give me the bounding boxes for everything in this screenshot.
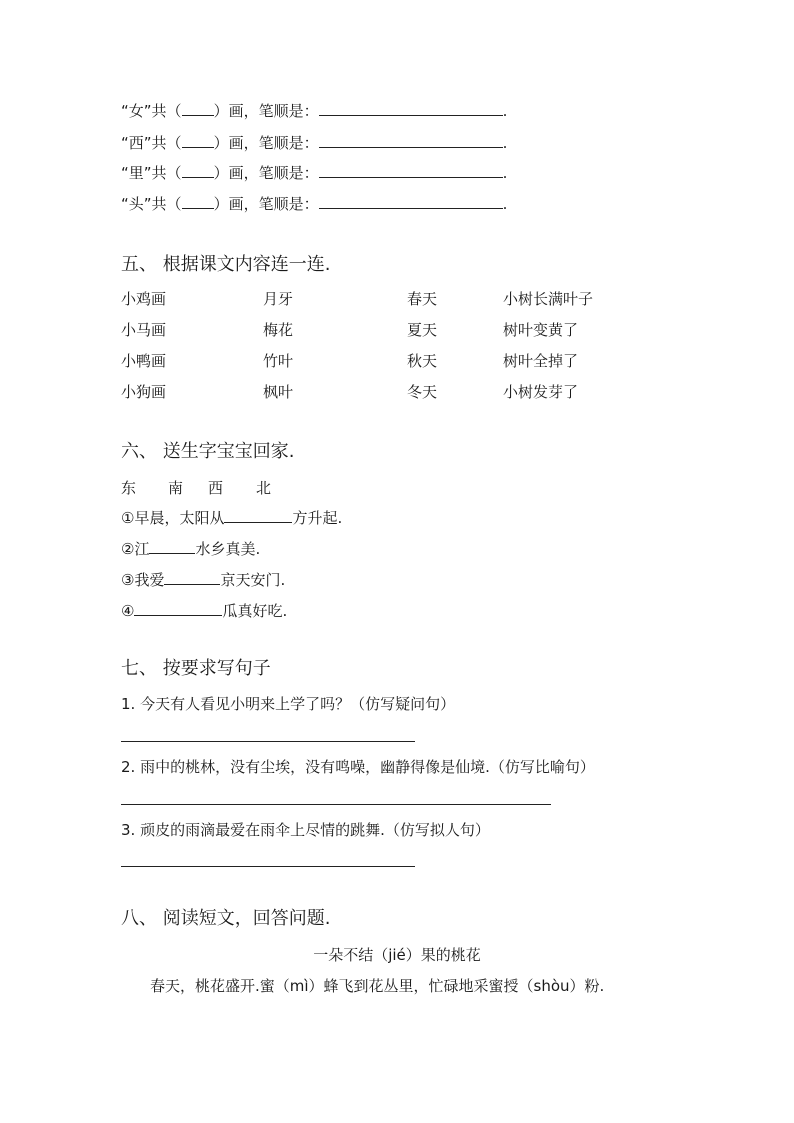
fill-item: ④ 瓜真好吃. [121, 602, 288, 620]
passage-text: 春天，桃花盛开.蜜（mì）蜂飞到花丛里，忙碌地采蜜授（shòu）粉. [150, 977, 605, 995]
match-item[interactable]: 小马画 [121, 321, 167, 339]
stroke-row: “里”共（ ）画，笔顺是： . [121, 164, 508, 182]
word-choice: 北 [256, 479, 272, 497]
fill-blank[interactable] [224, 508, 292, 523]
match-item[interactable]: 树叶全掉了 [503, 352, 579, 370]
stroke-char: “西” [121, 134, 152, 152]
fill-blank[interactable] [134, 601, 222, 616]
stroke-char: “女” [121, 102, 152, 120]
answer-line[interactable] [121, 804, 551, 805]
section-five-title: 五、 根据课文内容连一连. [121, 254, 331, 275]
match-item[interactable]: 枫叶 [263, 383, 294, 401]
stroke-order-blank[interactable] [319, 133, 503, 148]
fill-item: ②江 水乡真美. [121, 540, 261, 558]
sentence-prompt: 2. 雨中的桃林，没有尘埃，没有鸣噪，幽静得像是仙境.（仿写比喻句） [121, 758, 595, 776]
word-choice: 东 [121, 479, 137, 497]
match-item[interactable]: 竹叶 [263, 352, 294, 370]
answer-line[interactable] [121, 866, 415, 867]
word-choice: 西 [208, 479, 224, 497]
stroke-char: “头” [121, 195, 152, 213]
stroke-order-blank[interactable] [319, 101, 503, 116]
match-item[interactable]: 小鸭画 [121, 352, 167, 370]
sentence-prompt: 1. 今天有人看见小明来上学了吗？（仿写疑问句） [121, 695, 456, 713]
stroke-count-blank[interactable] [182, 101, 214, 116]
fill-item: ①早晨，太阳从 方升起. [121, 509, 343, 527]
answer-line[interactable] [121, 741, 415, 742]
stroke-count-blank[interactable] [182, 133, 214, 148]
word-choice: 南 [168, 479, 184, 497]
stroke-order-blank[interactable] [319, 194, 503, 209]
match-item[interactable]: 小树长满叶子 [503, 290, 594, 308]
match-item[interactable]: 冬天 [407, 383, 438, 401]
section-six-title: 六、 送生字宝宝回家. [121, 441, 295, 462]
match-item[interactable]: 小鸡画 [121, 290, 167, 308]
match-item[interactable]: 梅花 [263, 321, 294, 339]
match-item[interactable]: 秋天 [407, 352, 438, 370]
match-item[interactable]: 树叶变黄了 [503, 321, 579, 339]
stroke-row: “头”共（ ）画，笔顺是： . [121, 195, 508, 213]
fill-item: ③我爱 京天安门. [121, 571, 286, 589]
stroke-char: “里” [121, 164, 152, 182]
match-item[interactable]: 小树发芽了 [503, 383, 579, 401]
section-eight-title: 八、 阅读短文，回答问题. [121, 908, 331, 929]
match-item[interactable]: 小狗画 [121, 383, 167, 401]
fill-blank[interactable] [149, 539, 195, 554]
sentence-prompt: 3. 顽皮的雨滴最爱在雨伞上尽情的跳舞.（仿写拟人句） [121, 821, 490, 839]
section-seven-title: 七、 按要求写句子 [121, 658, 271, 679]
stroke-count-blank[interactable] [182, 194, 214, 209]
fill-blank[interactable] [164, 570, 220, 585]
stroke-count-blank[interactable] [182, 163, 214, 178]
stroke-row: “西”共（ ）画，笔顺是： . [121, 134, 508, 152]
match-item[interactable]: 月牙 [263, 290, 294, 308]
match-item[interactable]: 春天 [407, 290, 438, 308]
passage-title: 一朵不结（jié）果的桃花 [313, 946, 481, 964]
match-item[interactable]: 夏天 [407, 321, 438, 339]
stroke-row: “女”共（ ）画，笔顺是： . [121, 102, 508, 120]
stroke-order-blank[interactable] [319, 163, 503, 178]
